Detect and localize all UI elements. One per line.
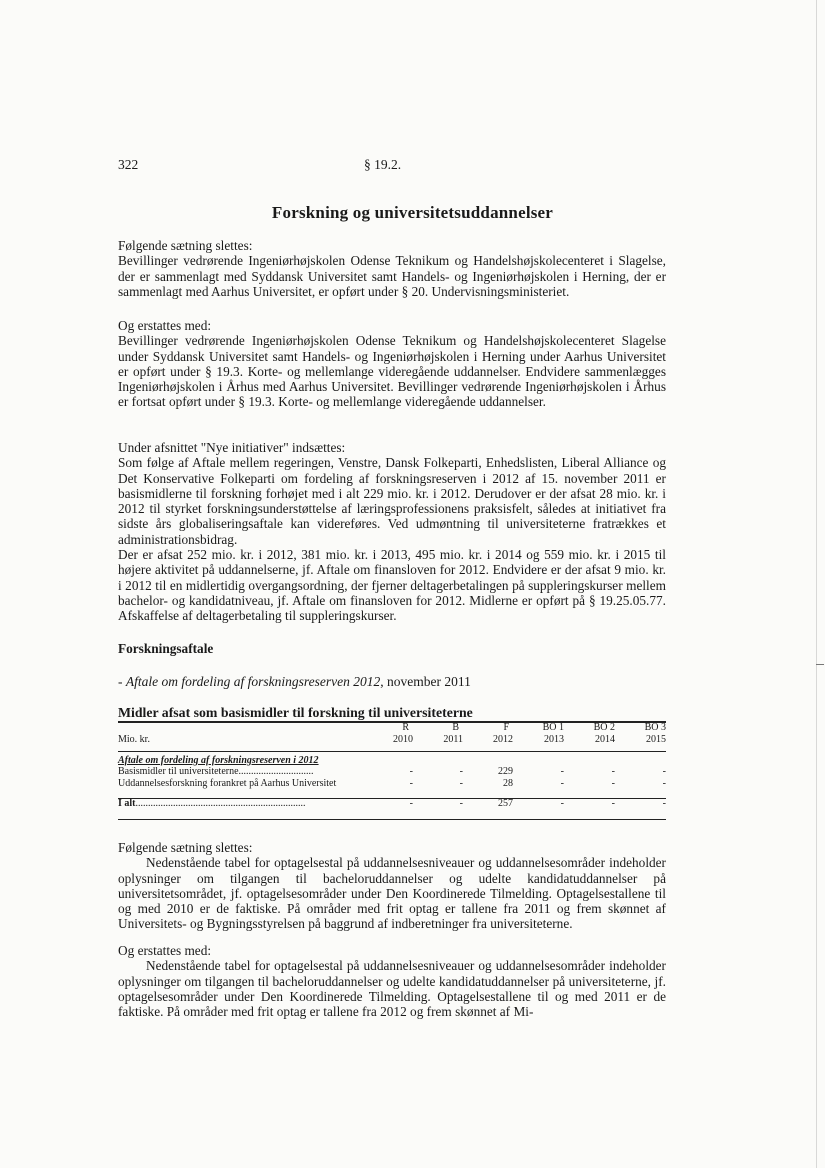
column-year: 2010 (393, 733, 413, 745)
table-title: Midler afsat som basismidler til forskning til universiteterne (118, 705, 473, 720)
column-code: B (452, 722, 459, 733)
block-text: Som følge af Aftale mellem regeringen, Venstre, Dansk Folkeparti, Enhedslisten, Liberal Alliance og Det Konservative Folkeparti om fordeling af forskningsreserven i 2012 af 15. november 2011 er basismidlerne til forskning forhøjet med i alt 229 mio. kr. i 2012. Derudover er der afsat 28 mio. kr. i 2012 til styrket forskningsunderstøttelse af læringsprofessionens praksisfelt, således at initiativet fra sidste års globaliseringsaftale kan videreføres. Ved udmøntning til universiteterne fratrækkes et administrationsbidrag. (118, 455, 666, 547)
block-text: Der er afsat 252 mio. kr. i 2012, 381 mio. kr. i 2013, 495 mio. kr. i 2014 og 559 mio. kr. i 2015 til højere aktivitet på uddannelserne, jf. Aftale om finansloven for 2012. Endvidere er der afsat 9 mio. kr. i 2012 til en midlertidig overgangsordning, der fjerner deltagerbetalingen på suppleringskurser mellem bachelor- og kandidatniveau, jf. Aftale om finansloven for 2012. Midlerne er opført på § 19.25.05.77. Afskaffelse af deltagerbetaling til suppleringskurser. (118, 547, 666, 624)
funding-table (118, 722, 666, 810)
table-row (118, 766, 666, 778)
cell-value: - (611, 777, 615, 789)
block-lead: Under afsnittet "Nye initiativer" indsættes: (118, 440, 346, 455)
cell-value: - (459, 766, 463, 777)
total-value: 257 (498, 797, 513, 809)
table-code-row (118, 722, 666, 734)
cell-value: - (409, 777, 413, 789)
row-label: Basismidler til universiteterne.............................. (118, 766, 314, 777)
page-number: 322 (118, 157, 139, 172)
total-value: - (662, 797, 666, 809)
total-value: - (560, 797, 564, 809)
reference-suffix: , november 2011 (380, 674, 471, 689)
cell-value: - (662, 777, 666, 789)
cell-value: - (662, 766, 666, 777)
cell-value: - (560, 777, 564, 789)
block-text: Bevillinger vedrørende Ingeniørhøjskolen Odense Teknikum og Handelshøjskolecenteret i Slagelse, der er sammenlagt med Syddansk Universitet samt Handels- og Ingeniørhøjskolen i Herning, der er sammenlagt med Aarhus Universitet, er opført under § 20. Undervisningsministeriet. (118, 253, 666, 299)
column-code: BO 3 (644, 722, 666, 733)
deletion-block-2 (118, 840, 666, 932)
unit-label: Mio. kr. (118, 733, 150, 745)
block-text: Bevillinger vedrørende Ingeniørhøjskolen Odense Teknikum og Handelshøjskolecenteret Slagelse under Syddansk Universitet samt Handels- og Ingeniørhøjskolen i Herning under Aarhus Universitet er opført under § 19.3. Korte- og mellemlange videregående uddannelser. Endvidere sammenlægges Ingeniørhøjskolen i Århus med Aarhus Universitet. Bevillinger vedrørende Ingeniørhøjskolen i Århus er fortsat opført under § 19.3. Korte- og mellemlange videregående uddannelser. (118, 333, 666, 410)
column-year: 2012 (493, 733, 513, 745)
scan-edge-line (816, 0, 817, 1168)
column-year: 2011 (443, 733, 463, 745)
replacement-block-2 (118, 943, 666, 1019)
total-value: - (611, 797, 615, 809)
block-lead: Følgende sætning slettes: (118, 238, 253, 253)
reference-title: Aftale om fordeling af forskningsreserven 2012 (125, 674, 381, 689)
total-label: I alt.................................................................... (118, 797, 306, 809)
table-year-row (118, 734, 666, 752)
cell-value: 229 (498, 766, 513, 777)
column-year: 2014 (595, 733, 615, 745)
cell-value: - (560, 766, 564, 777)
total-value: - (409, 797, 413, 809)
reference-prefix: - (118, 674, 126, 689)
table-total-row (118, 794, 666, 810)
replacement-block-1 (118, 318, 666, 410)
block-lead: Og erstattes med: (118, 943, 212, 958)
total-value: - (459, 797, 463, 809)
column-code: BO 2 (593, 722, 615, 733)
group-label: Aftale om fordeling af forskningsreserven i 2012 (118, 754, 319, 766)
column-code: R (402, 722, 409, 733)
column-year: 2013 (544, 733, 564, 745)
block-text: Nedenstående tabel for optagelsestal på uddannelsesniveauer og uddannelsesområder indeholder oplysninger om tilgangen til bacheloruddannelser og udelte kandidatuddannelser på universitetsområdet, jf. optagelsesområder under Den Koordinerede Tilmelding. Optagelsestallene til og med 2010 er de faktiske. På områder med frit optag er tallene fra 2011 og frem skønnet af Universitets- og Bygningsstyrelsen på baggrund af indberetninger fra universiteterne. (118, 855, 666, 932)
block-lead: Følgende sætning slettes: (118, 840, 253, 855)
reference-line (118, 674, 471, 690)
table-row (118, 778, 666, 794)
column-year: 2015 (646, 733, 666, 745)
table-group-row (118, 752, 666, 767)
cell-value: 28 (503, 777, 513, 789)
deletion-block-1 (118, 238, 666, 299)
cell-value: - (459, 777, 463, 789)
column-code: F (503, 722, 509, 733)
new-initiatives-block (118, 440, 666, 624)
row-label: Uddannelsesforskning forankret på Aarhus Universitet (118, 777, 337, 789)
section-heading: Forskningsaftale (118, 641, 214, 656)
column-code: BO 1 (542, 722, 564, 733)
page-title: Forskning og universitetsuddannelser (271, 203, 554, 222)
table-bottom-rule (118, 819, 666, 820)
section-number: § 19.2. (364, 157, 402, 172)
cell-value: - (611, 766, 615, 777)
block-lead: Og erstattes med: (118, 318, 212, 333)
cell-value: - (409, 766, 413, 777)
block-text: Nedenstående tabel for optagelsestal på uddannelsesniveauer og uddannelsesområder indeholder oplysninger om tilgangen til bacheloruddannelser og udelte kandidatuddannelser på universiteterne, jf. optagelsesområder under Den Koordinerede Tilmelding. Optagelsestallene til og med 2011 er de faktiske. På områder med frit optag er tallene fra 2012 og frem skønnet af Mi- (118, 958, 666, 1020)
scan-edge-tick (816, 664, 824, 665)
